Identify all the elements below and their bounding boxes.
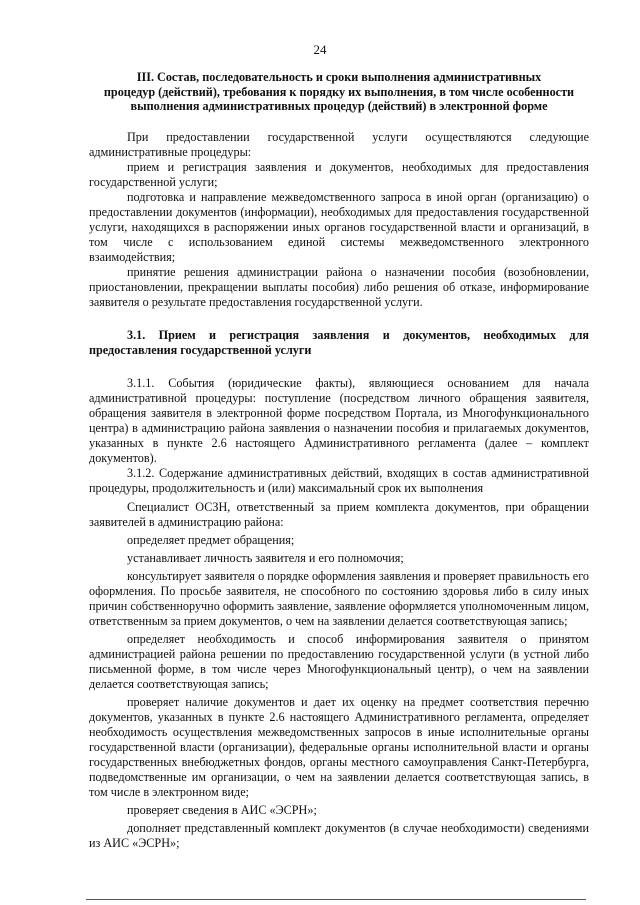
list-item: дополняет представленный комплект документов (в случае необходимости) сведениями из АИС «ЭСРН»; (89, 820, 589, 850)
section-heading-line: выполнения административных процедур (действий) в электронной форме (130, 99, 548, 114)
list-item: определяет предмет обращения; (127, 532, 295, 547)
paragraph: прием и регистрация заявления и документов, необходимых для предоставления государственной услуги; (89, 159, 589, 189)
section-heading (89, 70, 589, 114)
section-heading-line: III. Состав, последовательность и сроки выполнения административных (136, 70, 542, 84)
page-number: 24 (313, 42, 327, 57)
paragraph: При предоставлении государственной услуги осуществляются следующие административные процедуры: (89, 129, 589, 159)
section-heading-line: процедур (действий), требования к порядку их выполнения, в том числе особенности (103, 84, 575, 99)
paragraph: принятие решения администрации района о назначении пособия (возобновлении, приостановлении, прекращении выплаты пособия) либо решения об отказе, информирование заявителя о результате предоставления государственной услуги. (89, 264, 589, 309)
paragraph: 3.1.2. Содержание административных действий, входящих в состав административной процедуры, продолжительность и (или) максимальный срок их выполнения (89, 465, 589, 495)
paragraph: 3.1.1. События (юридические факты), являющиеся основанием для начала административной процедуры: поступление (посредством личного обращения заявителя, обращения заявителя в электронной форме посредством Портала, из Многофункционального центра) в администрацию района заявления о назначении пособия и прилагаемых документов, указанных в пункте 2.6 настоящего Административного регламента (далее – комплект документов). (89, 375, 589, 465)
list-item: устанавливает личность заявителя и его полномочия; (127, 550, 404, 565)
paragraph: подготовка и направление межведомственного запроса в иной орган (организацию) о предоставлении документов (информации), необходимых для предоставления государственной услуги, находящихся в распоряжении иных органов государственной власти и организаций, в том числе с использованием единой системы межведомственного электронного взаимодействия; (89, 189, 589, 264)
paragraph: Специалист ОСЗН, ответственный за прием комплекта документов, при обращении заявителей в администрацию района: (89, 499, 589, 529)
list-item: проверяет наличие документов и дает их оценку на предмет соответствия перечню документов, указанных в пункте 2.6 настоящего Административного регламента, определяет необходимость осуществления межведомственных запросов в иные исполнительные органы государственной власти (организации), федеральные органы исполнительной власти и органы государственных внебюджетных фондов, органы местного самоуправления Санкт-Петербурга, подведомственные им организации, о чем на заявлении делается соответствующая запись, в том числе в электронном виде; (89, 694, 589, 799)
list-item: консультирует заявителя о порядке оформления заявления и проверяет правильность его оформления. По просьбе заявителя, не способного по состоянию здоровья либо в силу иных причин собственноручно оформить заявление, заявление оформляется уполномоченным лицом, ответственным за прием документов, о чем на заявлении делается соответствующая запись; (89, 568, 590, 628)
list-item: проверяет сведения в АИС «ЭСРН»; (127, 802, 317, 817)
document-body (89, 70, 589, 851)
subsection-heading: 3.1. Прием и регистрация заявления и документов, необходимых для предоставления государственной услуги (89, 327, 589, 357)
list-item: определяет необходимость и способ информирования заявителя о принятом администрацией района решении по предоставлению государственной услуги (в устной либо письменной форме, в том числе через Многофункциональный центр), о чем на заявлении делается соответствующая запись; (89, 631, 589, 691)
page-bottom-edge (86, 899, 586, 900)
